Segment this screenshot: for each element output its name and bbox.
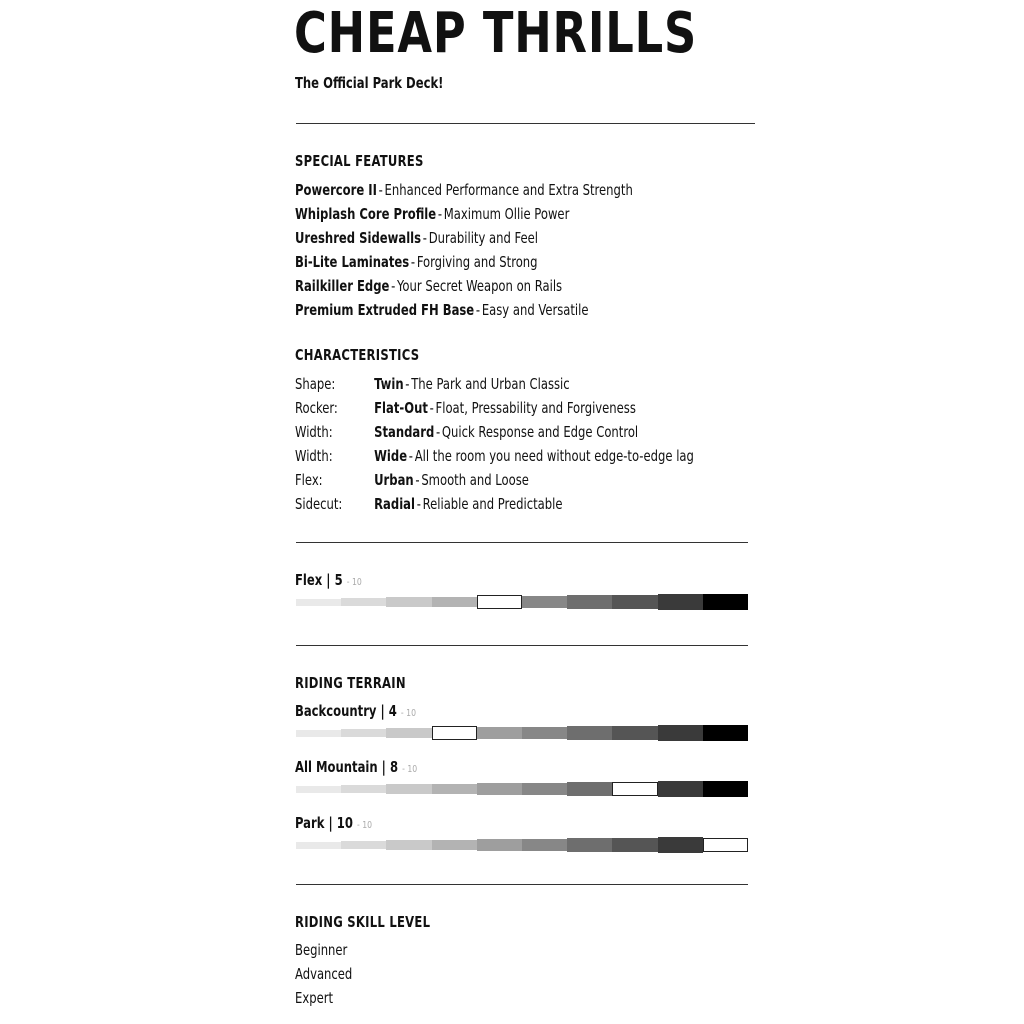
feature-item xyxy=(295,202,633,226)
backcountry-label xyxy=(295,701,416,724)
scale-segment xyxy=(477,727,522,738)
riding-skill-level-heading: RIDING SKILL LEVEL xyxy=(295,913,431,931)
characteristic-description: Float, Pressability and Forgiveness xyxy=(435,399,636,417)
scale-segment xyxy=(296,599,341,606)
riding-skill-level-list xyxy=(295,938,362,1010)
separator: - xyxy=(422,229,427,247)
park-scale xyxy=(296,836,748,854)
characteristic-label: Flex: xyxy=(295,471,323,489)
separator: - xyxy=(405,375,410,393)
scale-segment xyxy=(703,781,748,798)
flex-max: - 10 xyxy=(346,577,362,588)
characteristics-list xyxy=(295,372,759,516)
scale-segment xyxy=(522,727,567,740)
separator: - xyxy=(415,471,420,489)
separator: - xyxy=(416,495,421,513)
scale-segment xyxy=(567,726,612,740)
divider xyxy=(296,645,748,646)
characteristic-value: Urban xyxy=(374,471,414,489)
scale-segment xyxy=(567,595,612,609)
scale-segment xyxy=(522,839,567,852)
all-mountain-rating: All Mountain | 8 xyxy=(295,758,399,776)
separator: - xyxy=(437,205,443,223)
product-title: CHEAP THRILLS xyxy=(294,1,698,66)
scale-marker xyxy=(432,726,477,740)
characteristic-label: Sidecut: xyxy=(295,495,343,513)
scale-segment xyxy=(296,786,341,793)
feature-name: Railkiller Edge xyxy=(295,277,390,295)
skill-level-item: Expert xyxy=(295,989,334,1007)
characteristic-label: Shape: xyxy=(295,375,336,393)
scale-segment xyxy=(432,840,477,850)
feature-item xyxy=(295,178,633,202)
flex-rating: Flex | 5 xyxy=(295,571,343,589)
scale-segment xyxy=(522,596,567,609)
feature-name: Bi-Lite Laminates xyxy=(295,253,410,271)
scale-segment xyxy=(703,594,748,611)
special-features-list xyxy=(295,178,688,322)
scale-segment xyxy=(386,728,431,737)
scale-segment xyxy=(658,781,703,797)
feature-description: Durability and Feel xyxy=(428,229,539,247)
characteristic-value: Standard xyxy=(374,423,435,441)
scale-segment xyxy=(341,785,386,793)
scale-segment xyxy=(341,841,386,849)
feature-item xyxy=(295,298,633,322)
scale-segment xyxy=(432,597,477,607)
scale-segment xyxy=(612,838,657,853)
scale-segment xyxy=(612,726,657,741)
feature-name: Premium Extruded FH Base xyxy=(295,301,475,319)
scale-segment xyxy=(703,725,748,742)
characteristic-row xyxy=(295,492,694,516)
scale-segment xyxy=(296,730,341,737)
feature-name: Powercore II xyxy=(295,181,377,199)
scale-marker xyxy=(612,782,657,796)
scale-marker xyxy=(703,838,748,852)
special-features-heading: SPECIAL FEATURES xyxy=(295,152,424,170)
scale-segment xyxy=(432,784,477,794)
backcountry-scale xyxy=(296,724,748,742)
feature-description: Your Secret Weapon on Rails xyxy=(397,277,563,295)
scale-segment xyxy=(386,840,431,849)
feature-description: Maximum Ollie Power xyxy=(443,205,570,223)
characteristics-heading: CHARACTERISTICS xyxy=(295,346,420,364)
all-mountain-scale xyxy=(296,780,748,798)
all-mountain-label xyxy=(295,757,417,780)
characteristic-row xyxy=(295,468,694,492)
flex-label xyxy=(295,570,362,593)
characteristic-description: Quick Response and Edge Control xyxy=(441,423,639,441)
all-mountain-max: - 10 xyxy=(402,764,418,775)
characteristic-row xyxy=(295,396,694,420)
scale-segment xyxy=(658,725,703,741)
characteristic-label: Width: xyxy=(295,447,333,465)
characteristic-row xyxy=(295,420,694,444)
characteristic-value: Flat-Out xyxy=(374,399,428,417)
scale-segment xyxy=(296,842,341,849)
scale-segment xyxy=(522,783,567,796)
scale-segment xyxy=(567,838,612,852)
characteristic-label: Rocker: xyxy=(295,399,338,417)
feature-name: Ureshred Sidewalls xyxy=(295,229,422,247)
separator: - xyxy=(475,301,481,319)
scale-segment xyxy=(341,598,386,606)
skill-level-item: Advanced xyxy=(295,965,353,983)
divider xyxy=(296,542,748,543)
scale-segment xyxy=(658,837,703,853)
feature-description: Forgiving and Strong xyxy=(416,253,538,271)
separator: - xyxy=(436,423,441,441)
backcountry-max: - 10 xyxy=(400,708,417,719)
characteristic-description: All the room you need without edge-to-edge lag xyxy=(414,447,694,465)
scale-segment xyxy=(386,784,431,793)
feature-description: Easy and Versatile xyxy=(481,301,589,319)
characteristic-label: Width: xyxy=(295,423,333,441)
characteristic-description: Smooth and Loose xyxy=(421,471,529,489)
characteristic-value: Wide xyxy=(374,447,408,465)
feature-item xyxy=(295,226,633,250)
separator: - xyxy=(408,447,413,465)
scale-segment xyxy=(612,595,657,610)
characteristic-value: Radial xyxy=(374,495,415,513)
characteristic-description: The Park and Urban Classic xyxy=(411,375,570,393)
characteristic-row xyxy=(295,372,694,396)
characteristic-row xyxy=(295,444,694,468)
separator: - xyxy=(410,253,416,271)
feature-description: Enhanced Performance and Extra Strength xyxy=(384,181,633,199)
characteristic-value: Twin xyxy=(374,375,404,393)
flex-scale xyxy=(296,593,748,611)
skill-level-item: Beginner xyxy=(295,941,348,959)
separator: - xyxy=(391,277,396,295)
feature-name: Whiplash Core Profile xyxy=(295,205,437,223)
divider xyxy=(296,123,755,124)
feature-item xyxy=(295,274,633,298)
riding-terrain-heading: RIDING TERRAIN xyxy=(295,674,406,692)
scale-segment xyxy=(477,839,522,850)
scale-segment xyxy=(341,729,386,737)
park-label xyxy=(295,813,372,836)
backcountry-rating: Backcountry | 4 xyxy=(295,702,397,720)
feature-item xyxy=(295,250,633,274)
separator: - xyxy=(429,399,434,417)
scale-segment xyxy=(386,597,431,606)
park-rating: Park | 10 xyxy=(295,814,353,832)
separator: - xyxy=(378,181,383,199)
scale-marker xyxy=(477,595,522,609)
scale-segment xyxy=(477,783,522,794)
product-subtitle: The Official Park Deck! xyxy=(295,74,444,92)
park-max: - 10 xyxy=(356,820,373,831)
scale-segment xyxy=(567,782,612,796)
characteristic-description: Reliable and Predictable xyxy=(422,495,563,513)
scale-segment xyxy=(658,594,703,610)
divider xyxy=(296,884,748,885)
